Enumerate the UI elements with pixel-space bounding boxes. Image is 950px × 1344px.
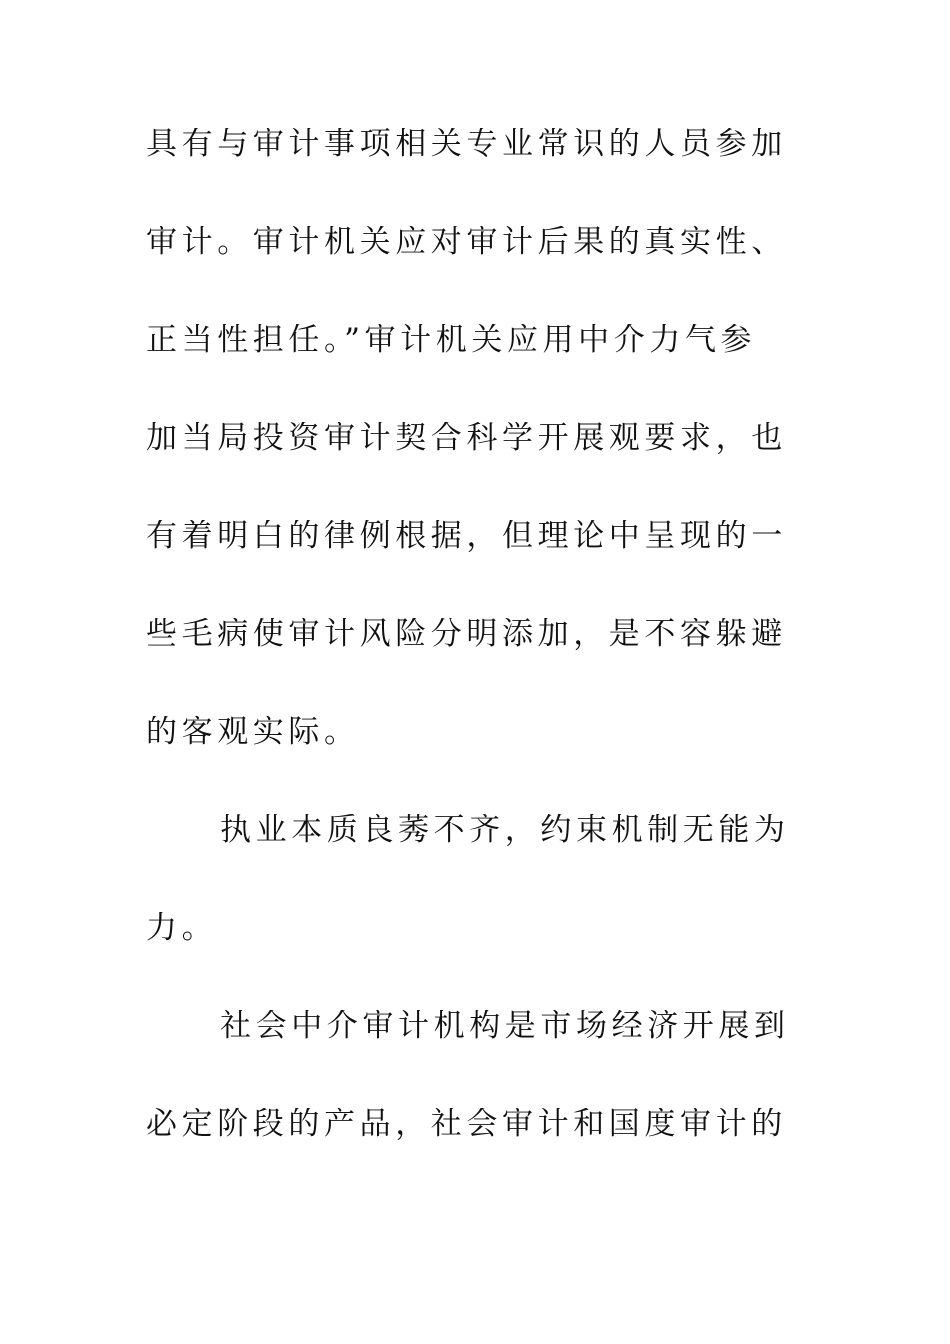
text-line-8: 执业本质良莠不齐，约束机制无能为 [220, 814, 790, 846]
text-line-1: 具有与审计事项相关专业常识的人员参加 [146, 128, 787, 160]
text-line-10: 社会中介审计机构是市场经济开展到 [220, 1010, 790, 1042]
text-line-7: 的客观实际。 [146, 716, 360, 748]
text-line-11: 必定阶段的产品，社会审计和国度审计的 [146, 1108, 787, 1140]
text-line-2: 审计。审计机关应对审计后果的真实性、 [146, 226, 787, 258]
text-line-4: 加当局投资审计契合科学开展观要求，也 [146, 422, 787, 454]
body-text [146, 128, 816, 1206]
text-line-6: 些毛病使审计风险分明添加，是不容躲避 [146, 618, 787, 650]
text-line-5: 有着明白的律例根据，但理论中呈现的一 [146, 520, 787, 552]
text-line-9: 力。 [146, 912, 218, 944]
text-line-3: 正当性担任。”审计机关应用中介力气参 [146, 324, 757, 356]
